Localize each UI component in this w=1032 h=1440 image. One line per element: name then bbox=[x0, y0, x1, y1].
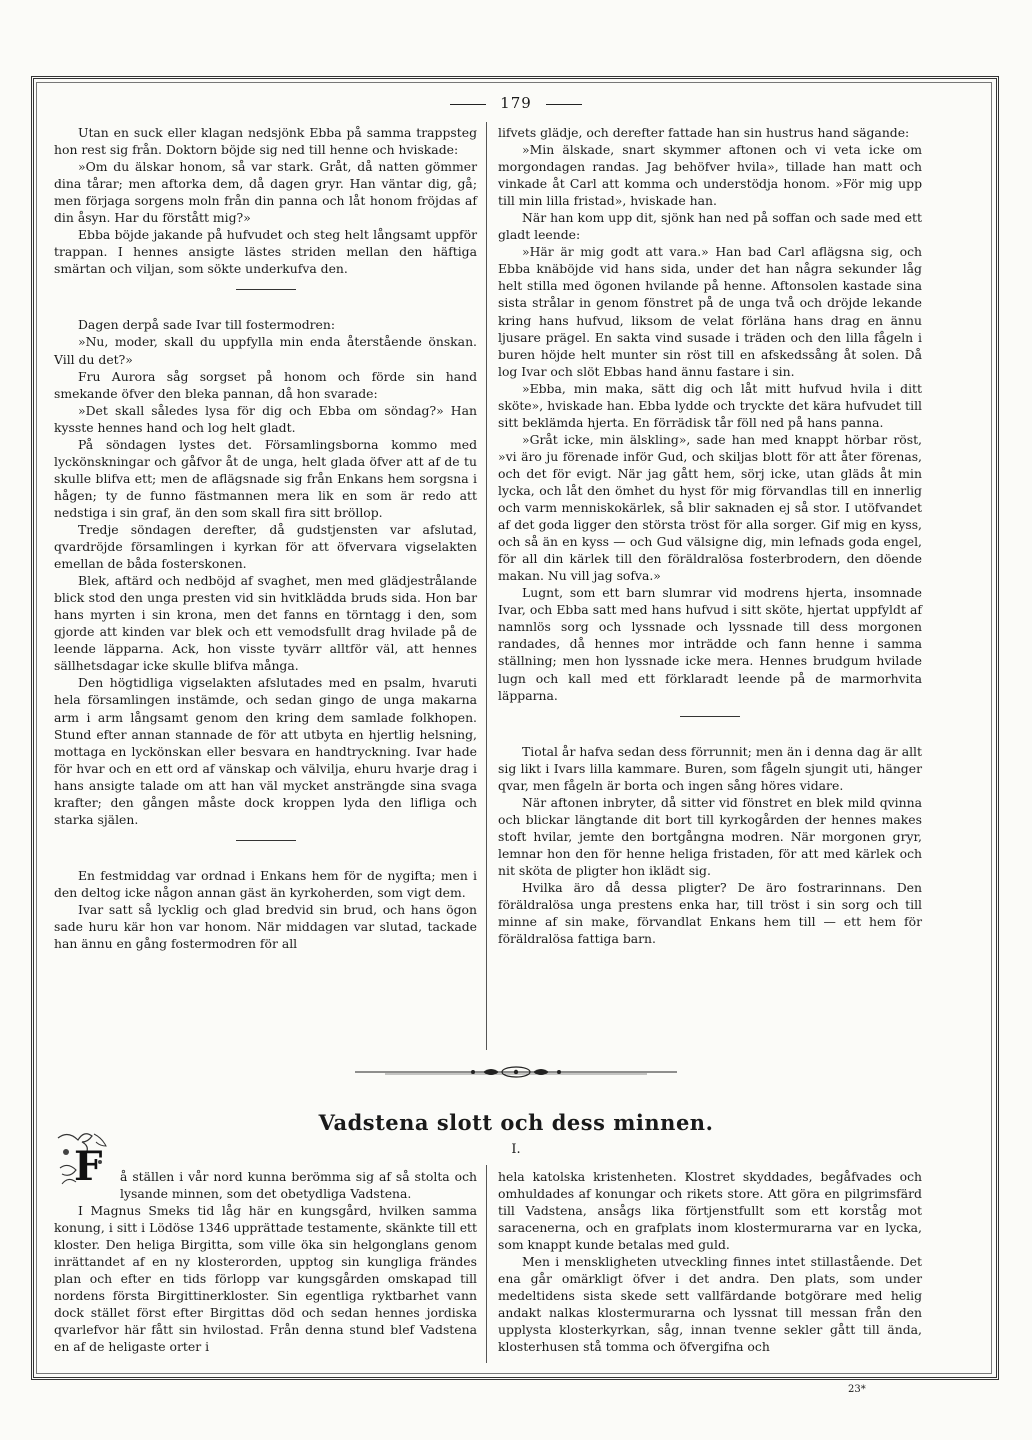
story-left-column bbox=[54, 124, 477, 952]
paragraph: Utan en suck eller klagan nedsjönk Ebba på samma trappsteg hon rest sig från. Doktorn böjde sig ned till henne och hviskade: bbox=[54, 125, 477, 158]
paragraph: »Gråt icke, min älskling», sade han med knappt hörbar röst, »vi äro ju förenade inför Gud, och skiljas blott för att åter förenas, och det för evigt. När jag gått hem, sörj icke, utan gläds åt min lycka, och låt den ömhet du hyst för mig förvandlas till en innerlig och varm menniskokärlek, så blir saknaden ej så stor. I utöfvandet af det goda ligger den största tröst för alla sorger. Gif mig en kyss, och så än en kyss — och Gud välsigne dig, min lefnads goda engel, för all din kärlek till den föräldralösa fosterbrodern, den döende makan. Nu vill jag sofva.» bbox=[498, 431, 922, 584]
article-section-number: I. bbox=[511, 1142, 521, 1157]
paragraph: »Om du älskar honom, så var stark. Gråt, då natten gömmer dina tårar; men aftorka dem, då dagen gryr. Han väntar dig, gå; men förjaga sorgens moln från din panna och låt honom fröjdas af din åsyn. Har du förstått mig?» bbox=[54, 159, 477, 226]
page-number: 179 bbox=[0, 94, 1032, 112]
story-right-column bbox=[498, 124, 922, 947]
dropcap-ornament bbox=[54, 1128, 116, 1192]
paragraph: Ebba böjde jakande på hufvudet och steg helt långsamt uppför trappan. I hennes ansigte lästes striden mellan den häftiga smärtan och viljan, som sökte underkufva den. bbox=[54, 227, 477, 277]
paragraph: hela katolska kristenheten. Klostret skyddades, begåfvades och omhuldades af konungar och rikets store. Att göra en pilgrimsfärd till Vadstena, ansågs lika förtjenstfullt som ett korståg mot saracenerna, och en grafplats inom klostermurarna var en lycka, som knappt kunde betalas med guld. bbox=[498, 1169, 922, 1253]
paragraph: Fru Aurora såg sorgset på honom och förde sin hand smekande öfver den bleka pannan, då hon svarade: bbox=[54, 368, 477, 401]
printer-signature: 23* bbox=[848, 1384, 866, 1395]
paragraph: På söndagen lystes det. Församlingsborna kommo med lyckönskningar och gåfvor åt de unga, helt glada öfver att af de tu skulle blifva ett; men de aflägsnade sig från Enkans hem sorgsna i hågen; ty de funno fästmannen mera lik en som är redo att nedstiga i sin graf, än den som skall fira sitt bröllop. bbox=[54, 436, 477, 520]
section-separator bbox=[236, 289, 296, 290]
article-lead bbox=[120, 1168, 477, 1202]
paragraph: I Magnus Smeks tid låg här en kungsgård, hvilken samma konung, i sitt i Lödöse 1346 upprättade testamente, skänkte till ett kloster. Den heliga Birgitta, som ville öka sin helgonglans genom inrättandet af en ny klosterorden, upptog sin kungliga frändes plan och efter en tids förlopp var kungsgården omskapad till nordens första Birgittinerkloster. Sin egentliga ryktbarhet vann dock stället först efter Birgittas död och sedan hennes jordiska qvarlefvor här fått sin hvilostad. Från denna stund blef Vadstena en af de heligaste orter i bbox=[54, 1203, 477, 1355]
paragraph: Den högtidliga vigselakten afslutades med en psalm, hvaruti hela församlingen instämde, och sedan gingo de unga makarna arm i arm långsamt genom den kring dem samlade folkhopen. Stund efter annan stannade de för att utbyta en hjertlig helsning, mottaga en lyckönskan eller besvara en handtryckning. Ivar hade för hvar och en ett ord af vänskap och välvilja, ehuru hvarje drag i hans ansigte talade om att han väl mycket ansträngde sina svaga krafter; den gången måste dock kroppen lyda den lifliga och starka själen. bbox=[54, 675, 477, 827]
article-title: Vadstena slott och dess minnen. bbox=[318, 1110, 714, 1135]
section-separator bbox=[680, 716, 740, 717]
paragraph: »Ebba, min maka, sätt dig och låt mitt hufvud hvila i ditt sköte», hviskade han. Ebba lydde och tryckte det kära hufvudet till sitt beklämda hjerta. En förrädisk tår föll ned på hans panna. bbox=[498, 380, 922, 430]
paragraph: Blek, aftärd och nedböjd af svaghet, men med glädjestrålande blick stod den unga presten vid sin hvitklädda bruds sida. Hon bar hans myrten i sin krona, men det fanns en törntagg i den, som gjorde att kinden var blek och ett vemodsfullt drag hvilade på de leende läpparna. Ack, hon visste tyvärr alltför väl, att hennes sällhetsdagar icke skulle blifva många. bbox=[54, 573, 477, 674]
paragraph: Lugnt, som ett barn slumrar vid modrens hjerta, insomnade Ivar, och Ebba satt med hans hufvud i sitt sköte, hjertat uppfyldt af namnlös sorg och lyssnade och lyssnade till dess morgonen randades, då hennes mor inträdde och fann henne i samma ställning; men hon lyssnade icke mera. Hennes brudgum hvilade lugn och kall med ett förklaradt leende på de marmorhvita läpparna. bbox=[498, 585, 922, 703]
paragraph: »Det skall således lysa för dig och Ebba om söndag?» Han kysste hennes hand och log helt gladt. bbox=[54, 402, 477, 435]
article-left-column bbox=[54, 1202, 477, 1355]
dropcap-letter: F bbox=[74, 1143, 103, 1190]
column-rule bbox=[486, 122, 487, 1050]
section-separator bbox=[236, 840, 296, 841]
paragraph: lifvets glädje, och derefter fattade han sin hustrus hand sägande: bbox=[498, 125, 910, 140]
paragraph: Tredje söndagen derefter, då gudstjensten var afslutad, qvardröjde församlingen i kyrkan för att öfvervara vigselakten emellan de båda fosterskonen. bbox=[54, 521, 477, 572]
paragraph: Tiotal år hafva sedan dess förrunnit; men än i denna dag är allt sig likt i Ivars lilla kammare. Buren, som fågeln sjungit uti, hänger qvar, men fågeln är borta och ingen sång höres vidare. bbox=[498, 743, 922, 793]
paragraph: Dagen derpå sade Ivar till fostermodren: bbox=[78, 317, 336, 333]
paragraph: »Här är mig godt att vara.» Han bad Carl aflägsna sig, och Ebba knäböjde vid hans sida, under det han några sekunder låg helt stilla med ögonen hvilande på henne. Aftonsolen kastade sina sista strålar in genom fönstret på de unga två och dröjde lekande kring hans hufvud, liksom de velat förläna hans drag en ännu ljusare prägel. En sakta vind susade i träden och den lilla fågeln i buren höjde helt munter sin röst till en afskedssång åt solen. Då log Ivar och slöt Ebbas hand ännu fastare i sin. bbox=[498, 244, 922, 379]
paragraph: »Nu, moder, skall du uppfylla min enda återstående önskan. Vill du det?» bbox=[54, 334, 477, 367]
paragraph: En festmiddag var ordnad i Enkans hem för de nygifta; men i den deltog icke någon annan gäst än kyrkoherden, som vigt dem. bbox=[54, 867, 477, 900]
ornament-rule bbox=[355, 1065, 677, 1079]
paragraph: När aftonen inbryter, då sitter vid fönstret en blek mild qvinna och blickar längtande dit bort till kyrkogården der hennes makes stoft hvilar, jemte den bortgångna modren. När morgonen gryr, lemnar hon den för henne heliga fristaden, för att med kärlek och nit sköta de pligter hon iklädt sig. bbox=[498, 794, 922, 878]
paragraph: Ivar satt så lycklig och glad bredvid sin brud, och hans ögon sade huru kär hon var honom. När middagen var slutad, tackade han ännu en gång fostermodren för all bbox=[54, 901, 477, 952]
article-right-column bbox=[498, 1168, 922, 1356]
paragraph: När han kom upp dit, sjönk han ned på soffan och sade med ett gladt leende: bbox=[498, 210, 922, 243]
paragraph: Men i menskligheten utveckling finnes intet stillastående. Det ena går omärkligt öfver i det andra. Den plats, som under medeltidens sista skede sett vallfärdande botgörare med helig andakt nalkas klostermurarna och lyssnat till messan från den upplysta klosterkyrkan, såg, innan tvenne sekler gått till ända, klosterhusen stå tomma och öfvergifna och bbox=[498, 1254, 922, 1355]
paragraph: »Min älskade, snart skymmer aftonen och vi veta icke om morgondagen randas. Jag behöfver hvila», tillade han matt och vinkade åt Carl att komma och understödja honom. »För mig upp till min lilla fristad», hviskade han. bbox=[498, 142, 922, 209]
paragraph: å ställen i vår nord kunna berömma sig af så stolta och lysande minnen, som det obetydliga Vadstena. bbox=[120, 1169, 477, 1202]
paragraph: Hvilka äro då dessa pligter? De äro fostrarinnans. Den föräldralösa unga prestens enka har, till tröst i sin sorg och till minne af sin make, förvandlat Enkans hem till — ett hem för föräldralösa fattiga barn. bbox=[498, 879, 922, 947]
column-rule bbox=[486, 1165, 487, 1363]
